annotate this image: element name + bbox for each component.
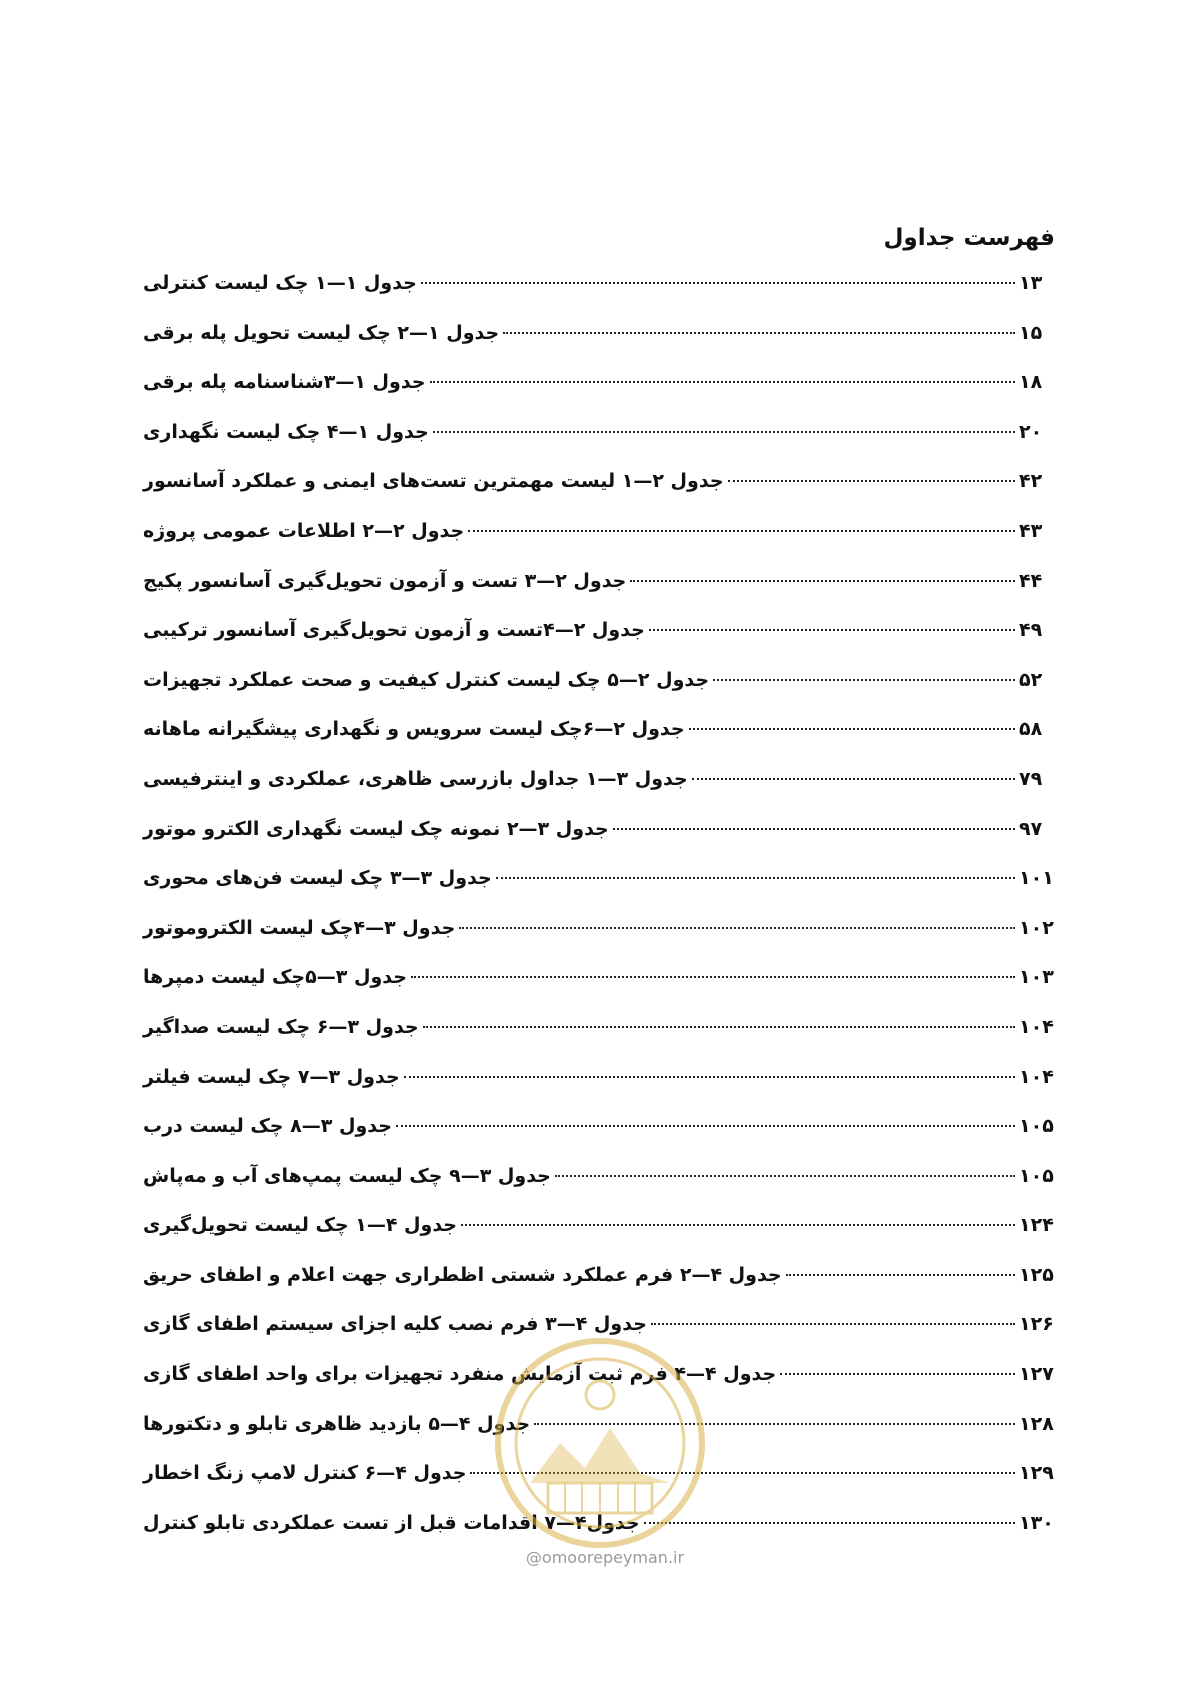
toc-entry-label: جدول ۱—۴ چک لیست نگهداری [143, 420, 429, 443]
toc-entry-page-number: ۹۷ [1019, 817, 1043, 840]
toc-entry [143, 818, 1055, 868]
toc-entry [143, 1363, 1055, 1413]
toc-entry-label: جدول ۱—۱ چک لیست کنترلی [143, 272, 417, 294]
dot-leader [555, 1175, 1015, 1177]
toc-entry-page-number: ۱۲۶ [1019, 1313, 1054, 1336]
dot-leader [404, 1076, 1015, 1078]
dot-leader [713, 679, 1015, 681]
toc-entry [143, 1413, 1055, 1463]
toc-entry [143, 867, 1055, 917]
toc-entry-page-number: ۴۹ [1019, 619, 1043, 642]
toc-entry-label: جدول ۱—۲ چک لیست تحویل پله برقی [143, 321, 500, 344]
toc-entry [143, 520, 1055, 570]
toc-entry [143, 421, 1055, 471]
toc-entry-page-number: ۱۰۳ [1019, 966, 1054, 989]
toc-entry-label: جدول ۱—۳شناسنامه پله برقی [143, 371, 426, 394]
toc-entry-label: جدول۴—۷ اقدامات قبل از تست عملکردی تابلو کنترل [143, 1511, 640, 1534]
dot-leader [433, 431, 1015, 433]
toc-entry-page-number: ۴۲ [1019, 470, 1043, 493]
dot-leader [649, 629, 1015, 631]
dot-leader [644, 1522, 1015, 1524]
toc-entry-page-number: ۱۲۵ [1019, 1263, 1054, 1286]
toc-entry-label: جدول ۳—۸ چک لیست درب [143, 1115, 392, 1138]
toc-entry-label: جدول ۳—۱ جداول بازرسی ظاهری، عملکردی و اینترفیسی [143, 767, 688, 790]
toc-entry-page-number: ۱۰۱ [1019, 867, 1054, 890]
toc-entry [143, 1462, 1055, 1512]
toc-entry-page-number: ۷۹ [1019, 767, 1043, 790]
dot-leader [613, 828, 1015, 830]
toc-entry-label: جدول ۴—۶ کنترل لامپ زنگ اخطار [143, 1462, 467, 1485]
dot-leader [461, 1224, 1015, 1226]
toc-entry [143, 1115, 1055, 1165]
watermark-url: @omoorepeyman.ir [525, 1548, 685, 1567]
toc-entry-label: جدول ۲—۶چک لیست سرویس و نگهداری پیشگیرانه ماهانه [143, 718, 685, 741]
toc-entry-page-number: ۱۰۴ [1019, 1065, 1054, 1088]
toc-entry [143, 1066, 1055, 1116]
toc-entry [143, 322, 1055, 372]
dot-leader [496, 877, 1015, 879]
toc-entry [143, 1264, 1055, 1314]
toc-entry [143, 272, 1055, 322]
toc-entry-label: جدول ۴—۴ فرم ثبت آزمایش منفرد تجهیزات برای واحد اطفای گازی [143, 1363, 777, 1386]
dot-leader [396, 1125, 1015, 1127]
dot-leader [423, 1026, 1015, 1028]
toc-entry-page-number: ۱۵ [1019, 321, 1043, 344]
toc-entry-page-number: ۵۲ [1019, 668, 1043, 691]
toc-entry-label: جدول ۳—۹ چک لیست پمپ‌های آب و مه‌پاش [143, 1164, 551, 1187]
toc-entry-label: جدول ۴—۱ چک لیست تحویل‌گیری [143, 1214, 458, 1237]
dot-leader [459, 927, 1015, 929]
dot-leader [728, 480, 1015, 482]
toc-entry [143, 1313, 1055, 1363]
toc-entry-page-number: ۱۰۵ [1019, 1164, 1054, 1187]
toc-entry [143, 669, 1055, 719]
toc-entry [143, 619, 1055, 669]
dot-leader [689, 728, 1015, 730]
toc-entry-label: جدول ۴—۳ فرم نصب کلیه اجزای سیستم اطفای گازی [143, 1313, 647, 1336]
dot-leader [411, 976, 1015, 978]
toc-entry-page-number: ۱۳۰ [1019, 1511, 1054, 1534]
dot-leader [692, 778, 1015, 780]
toc-entry-page-number: ۲۰ [1019, 420, 1043, 443]
toc-entry [143, 917, 1055, 967]
toc-entry-page-number: ۱۳ [1019, 272, 1043, 294]
toc-entry [143, 1016, 1055, 1066]
dot-leader [780, 1373, 1015, 1375]
toc-entry-page-number: ۱۲۸ [1019, 1412, 1054, 1435]
toc-entry-label: جدول ۳—۴چک لیست الکتروموتور [143, 916, 456, 939]
toc-entry [143, 570, 1055, 620]
page-title: فهرست جداول [883, 225, 1055, 251]
toc-entry-page-number: ۱۲۷ [1019, 1363, 1054, 1386]
dot-leader [651, 1323, 1015, 1325]
dot-leader [430, 381, 1015, 383]
toc-entry-label: جدول ۲—۳ تست و آزمون تحویل‌گیری آسانسور پکیج [143, 569, 627, 592]
toc-entry-label: جدول ۳—۷ چک لیست فیلتر [143, 1065, 400, 1088]
toc-entry-page-number: ۴۳ [1019, 519, 1043, 542]
dot-leader [468, 530, 1015, 532]
dot-leader [534, 1423, 1015, 1425]
toc-entry [143, 768, 1055, 818]
toc-entry-label: جدول ۲—۲ اطلاعات عمومی پروژه [143, 519, 465, 542]
toc-entry [143, 718, 1055, 768]
toc-entry-page-number: ۱۸ [1019, 371, 1043, 394]
toc-entry-label: جدول ۲—۵ چک لیست کنترل کیفیت و صحت عملکرد تجهیزات [143, 668, 710, 691]
toc-entry-label: جدول ۴—۲ فرم عملکرد شستی اظطراری جهت اعلام و اطفای حریق [143, 1263, 782, 1286]
dot-leader [503, 332, 1015, 334]
dot-leader [421, 282, 1015, 284]
toc-entry-page-number: ۱۰۲ [1019, 916, 1054, 939]
toc-entry-label: جدول ۲—۱ لیست مهمترین تست‌های ایمنی و عملکرد آسانسور [143, 470, 724, 493]
toc-entry-page-number: ۱۰۴ [1019, 1015, 1054, 1038]
toc-entry-page-number: ۵۸ [1019, 718, 1043, 741]
toc-entry-page-number: ۱۰۵ [1019, 1115, 1054, 1138]
toc-entry [143, 470, 1055, 520]
dot-leader [786, 1274, 1015, 1276]
toc-entry [143, 1165, 1055, 1215]
toc-entry-label: جدول ۴—۵ بازدید ظاهری تابلو و دتکتورها [143, 1412, 531, 1435]
toc-entry [143, 371, 1055, 421]
toc-entry-page-number: ۱۲۴ [1019, 1214, 1054, 1237]
table-of-contents-list [143, 272, 1055, 1561]
toc-entry-label: جدول ۳—۵چک لیست دمپرها [143, 966, 407, 989]
toc-entry [143, 1214, 1055, 1264]
toc-entry-label: جدول ۲—۴تست و آزمون تحویل‌گیری آسانسور ترکیبی [143, 619, 645, 642]
toc-entry-label: جدول ۳—۲ نمونه چک لیست نگهداری الکترو موتور [143, 817, 609, 840]
dot-leader [630, 580, 1015, 582]
toc-entry-label: جدول ۳—۶ چک لیست صداگیر [143, 1015, 419, 1038]
dot-leader [470, 1472, 1015, 1474]
toc-entry-page-number: ۴۴ [1019, 569, 1043, 592]
toc-entry-label: جدول ۳—۳ چک لیست فن‌های محوری [143, 867, 492, 890]
toc-entry [143, 966, 1055, 1016]
toc-entry-page-number: ۱۲۹ [1019, 1462, 1054, 1485]
